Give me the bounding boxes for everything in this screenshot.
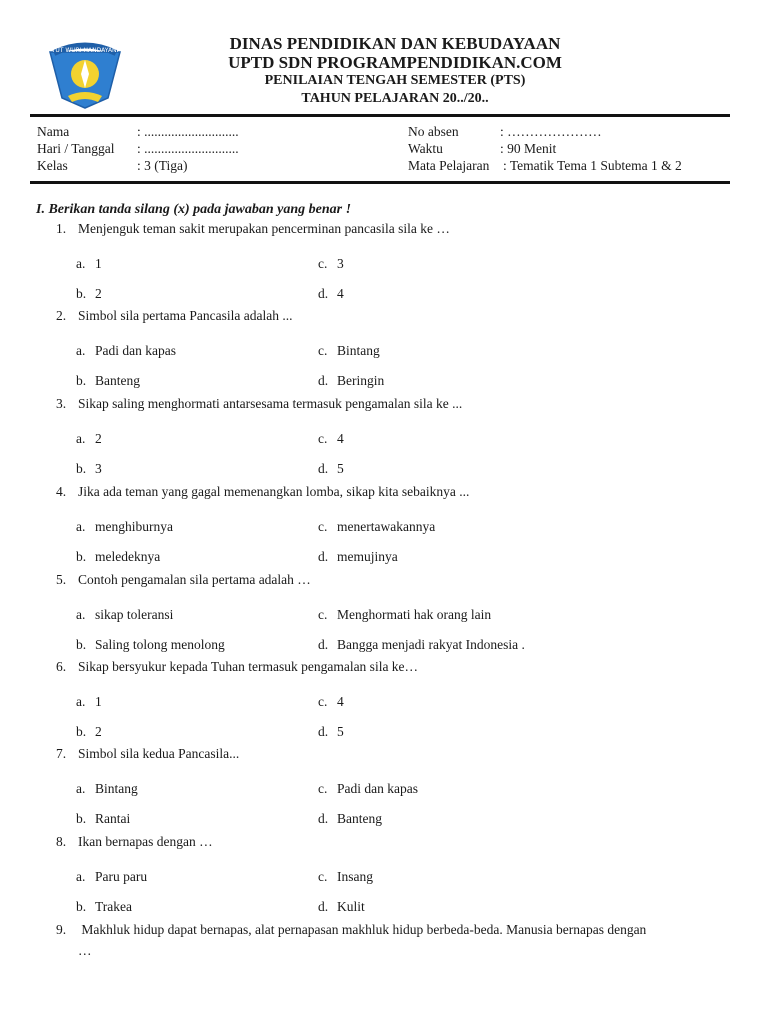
question-number: 7. <box>56 746 67 761</box>
answer-option-c[interactable] <box>318 607 491 623</box>
option-text: sikap toleransi <box>95 607 174 622</box>
answer-option-d[interactable] <box>318 637 525 653</box>
option-text: 1 <box>95 256 102 271</box>
question-7 <box>56 746 239 762</box>
option-letter: c. <box>318 869 328 884</box>
option-text: menertawakannya <box>337 519 436 534</box>
option-letter: b. <box>76 899 87 914</box>
option-letter: a. <box>76 343 86 358</box>
question-6 <box>56 659 418 675</box>
option-letter: c. <box>318 431 328 446</box>
answer-option-a[interactable] <box>76 431 102 447</box>
option-text: 2 <box>95 286 102 301</box>
absen-label: No absen <box>408 124 459 139</box>
answer-option-c[interactable] <box>318 869 373 885</box>
option-letter: a. <box>76 431 86 446</box>
question-number: 5. <box>56 572 67 587</box>
question-text: Simbol sila pertama Pancasila adalah ... <box>78 308 293 323</box>
option-letter: c. <box>318 607 328 622</box>
answer-option-b[interactable] <box>76 637 225 653</box>
question-text: Makhluk hidup dapat bernapas, alat pernapasan makhluk hidup berbeda-beda. Manusia bernapas dengan <box>81 922 647 937</box>
nama-field[interactable]: : ............................ <box>137 124 239 139</box>
option-letter: d. <box>318 461 329 476</box>
option-text: 4 <box>337 694 344 709</box>
question-2 <box>56 308 292 324</box>
header-exam: PENILAIAN TENGAH SEMESTER (PTS) <box>264 73 526 88</box>
waktu-value: : 90 Menit <box>500 141 557 156</box>
option-text: Banteng <box>95 373 140 388</box>
question-text: Sikap bersyukur kepada Tuhan termasuk pengamalan sila ke… <box>78 659 419 674</box>
option-letter: a. <box>76 869 86 884</box>
question-number: 9. <box>56 922 67 937</box>
question-9-continuation: … <box>78 943 92 958</box>
option-letter: c. <box>318 519 328 534</box>
hari-field[interactable]: : ............................ <box>137 141 239 156</box>
option-letter: c. <box>318 343 328 358</box>
answer-option-d[interactable] <box>318 461 344 477</box>
option-letter: b. <box>76 373 87 388</box>
question-8 <box>56 834 213 850</box>
question-9 <box>56 922 646 938</box>
answer-option-c[interactable] <box>318 781 418 797</box>
mapel-value: : Tematik Tema 1 Subtema 1 & 2 <box>503 158 682 173</box>
question-number: 3. <box>56 396 67 411</box>
option-letter: a. <box>76 519 86 534</box>
question-3 <box>56 396 462 412</box>
option-text: Paru paru <box>95 869 148 884</box>
question-text: Ikan bernapas dengan … <box>78 834 213 849</box>
hari-label: Hari / Tanggal <box>37 141 115 156</box>
option-text: meledeknya <box>95 549 161 564</box>
question-text: Contoh pengamalan sila pertama adalah … <box>78 572 311 587</box>
answer-option-b[interactable] <box>76 461 102 477</box>
option-text: Bintang <box>337 343 380 358</box>
mapel-label: Mata Pelajaran <box>408 158 490 173</box>
option-letter: b. <box>76 811 87 826</box>
option-text: Saling tolong menolong <box>95 637 225 652</box>
option-text: Insang <box>337 869 373 884</box>
option-letter: c. <box>318 694 328 709</box>
option-text: 4 <box>337 286 344 301</box>
option-text: 5 <box>337 724 344 739</box>
option-text: 5 <box>337 461 344 476</box>
waktu-label: Waktu <box>408 141 443 156</box>
option-text: Beringin <box>337 373 385 388</box>
option-text: Trakea <box>95 899 132 914</box>
option-letter: b. <box>76 724 87 739</box>
section-title: I. Berikan tanda silang (x) pada jawaban yang benar ! <box>36 202 352 217</box>
answer-option-b[interactable] <box>76 373 140 389</box>
option-text: 4 <box>337 431 344 446</box>
answer-option-a[interactable] <box>76 694 102 710</box>
option-letter: b. <box>76 637 87 652</box>
answer-option-c[interactable] <box>318 256 344 272</box>
option-letter: c. <box>318 256 328 271</box>
option-text: Padi dan kapas <box>95 343 176 358</box>
answer-option-c[interactable] <box>318 519 435 535</box>
kelas-value: : 3 (Tiga) <box>137 158 188 173</box>
option-text: 2 <box>95 724 102 739</box>
nama-label: Nama <box>37 124 70 139</box>
option-text: memujinya <box>337 549 398 564</box>
question-4 <box>56 484 469 500</box>
answer-option-b[interactable] <box>76 549 160 565</box>
option-text: 3 <box>337 256 344 271</box>
info-divider <box>30 181 730 184</box>
option-letter: d. <box>318 899 329 914</box>
answer-option-d[interactable] <box>318 724 344 740</box>
answer-option-c[interactable] <box>318 694 344 710</box>
header-divider <box>30 114 730 117</box>
answer-option-c[interactable] <box>318 431 344 447</box>
option-letter: c. <box>318 781 328 796</box>
question-number: 2. <box>56 308 67 323</box>
question-text: Sikap saling menghormati antarsesama termasuk pengamalan sila ke ... <box>78 396 463 411</box>
question-number: 1. <box>56 221 67 236</box>
option-text: Kulit <box>337 899 365 914</box>
absen-field[interactable]: : ………………… <box>500 124 602 139</box>
answer-option-a[interactable] <box>76 869 147 885</box>
logo-text: TUT WURI HANDAYANI <box>51 47 119 54</box>
answer-option-d[interactable] <box>318 899 365 915</box>
answer-option-a[interactable] <box>76 519 173 535</box>
question-5 <box>56 572 311 588</box>
answer-option-a[interactable] <box>76 607 173 623</box>
question-text: Menjenguk teman sakit merupakan pencerminan pancasila sila ke … <box>78 221 450 236</box>
option-text: Rantai <box>95 811 131 826</box>
answer-option-b[interactable] <box>76 811 130 827</box>
option-text: Bangga menjadi rakyat Indonesia . <box>337 637 525 652</box>
answer-option-d[interactable] <box>318 286 344 302</box>
option-letter: d. <box>318 286 329 301</box>
option-text: Menghormati hak orang lain <box>337 607 492 622</box>
answer-option-a[interactable] <box>76 781 138 797</box>
option-letter: d. <box>318 373 329 388</box>
option-text: Banteng <box>337 811 382 826</box>
tut-wuri-handayani-logo <box>46 38 124 110</box>
answer-option-c[interactable] <box>318 343 380 359</box>
option-letter: b. <box>76 549 87 564</box>
option-text: 3 <box>95 461 102 476</box>
answer-option-b[interactable] <box>76 724 102 740</box>
option-text: Padi dan kapas <box>337 781 418 796</box>
answer-option-d[interactable] <box>318 549 398 565</box>
option-letter: d. <box>318 724 329 739</box>
header-year: TAHUN PELAJARAN 20../20.. <box>301 91 489 106</box>
answer-option-a[interactable] <box>76 343 176 359</box>
option-letter: a. <box>76 694 86 709</box>
question-number: 8. <box>56 834 67 849</box>
option-letter: d. <box>318 549 329 564</box>
option-text: Bintang <box>95 781 138 796</box>
option-letter: a. <box>76 781 86 796</box>
header-school: UPTD SDN PROGRAMPENDIDIKAN.COM <box>228 53 562 72</box>
option-letter: d. <box>318 637 329 652</box>
answer-option-a[interactable] <box>76 256 102 272</box>
question-1 <box>56 221 450 237</box>
kelas-label: Kelas <box>37 158 68 173</box>
answer-option-b[interactable] <box>76 286 102 302</box>
option-letter: a. <box>76 256 86 271</box>
option-letter: b. <box>76 286 87 301</box>
option-letter: a. <box>76 607 86 622</box>
answer-option-d[interactable] <box>318 373 384 389</box>
option-text: menghiburnya <box>95 519 173 534</box>
answer-option-d[interactable] <box>318 811 382 827</box>
option-text: 2 <box>95 431 102 446</box>
question-text: Simbol sila kedua Pancasila... <box>78 746 240 761</box>
option-letter: d. <box>318 811 329 826</box>
header-agency: DINAS PENDIDIKAN DAN KEBUDAYAAN <box>229 34 561 53</box>
answer-option-b[interactable] <box>76 899 132 915</box>
question-text: Jika ada teman yang gagal memenangkan lomba, sikap kita sebaiknya ... <box>78 484 470 499</box>
question-number: 4. <box>56 484 67 499</box>
question-number: 6. <box>56 659 67 674</box>
option-text: 1 <box>95 694 102 709</box>
option-letter: b. <box>76 461 87 476</box>
